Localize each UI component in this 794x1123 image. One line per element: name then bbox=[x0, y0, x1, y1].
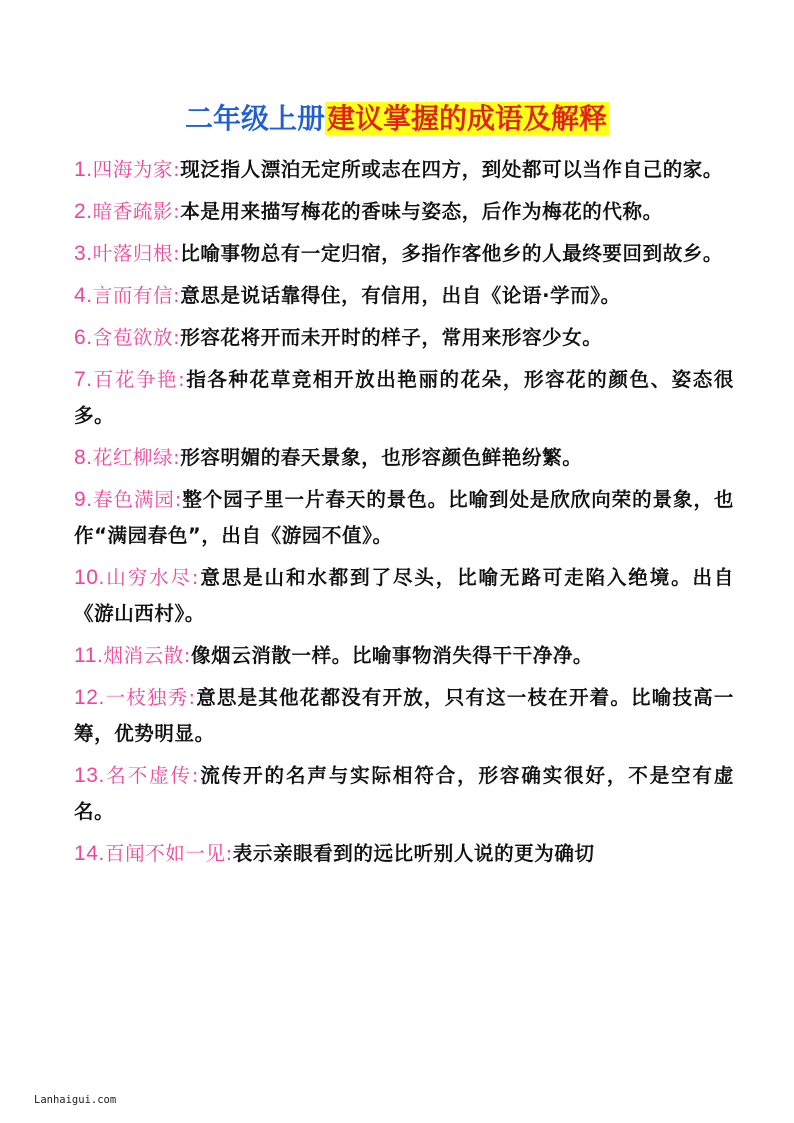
entry-definition: 比喻事物总有一定归宿，多指作客他乡的人最终要回到故乡。 bbox=[180, 242, 723, 265]
entry-number: 12. bbox=[74, 686, 105, 709]
entry-number: 8. bbox=[74, 446, 93, 469]
entry-term: 春色满园 bbox=[92, 488, 175, 511]
entry-definition: 意思是其他花都没有开放，只有这一枝在开着。比喻技高一筹，优势明显。 bbox=[74, 686, 734, 745]
entry-term: 叶落归根 bbox=[92, 242, 174, 265]
entry-term: 烟消云散 bbox=[103, 644, 184, 667]
entry-colon: : bbox=[173, 200, 181, 223]
entry-definition: 形容明媚的春天景象，也形容颜色鲜艳纷繁。 bbox=[180, 446, 583, 469]
entry-definition: 流传开的名声与实际相符合，形容确实很好，不是空有虚名。 bbox=[74, 764, 734, 823]
entry-definition: 像烟云消散一样。比喻事物消失得干干净净。 bbox=[191, 644, 594, 667]
entry-definition: 现泛指人漂泊无定所或志在四方，到处都可以当作自己的家。 bbox=[180, 158, 723, 181]
entry-colon: : bbox=[173, 446, 181, 469]
entry-definition: 指各种花草竞相开放出艳丽的花朵，形容花的颜色、姿态很多。 bbox=[74, 368, 734, 427]
entry-definition: 意思是山和水都到了尽头，比喻无路可走陷入绝境。出自《游山西村》。 bbox=[74, 566, 734, 625]
idiom-entry bbox=[74, 194, 734, 230]
entry-term: 暗香疏影 bbox=[92, 200, 174, 223]
entry-term: 一枝独秀 bbox=[105, 686, 189, 709]
idiom-entry bbox=[74, 638, 734, 674]
entry-number: 4. bbox=[74, 284, 93, 307]
idiom-entry bbox=[74, 482, 734, 554]
entry-colon: : bbox=[183, 644, 192, 667]
entry-colon: : bbox=[178, 368, 186, 391]
entry-number: 11. bbox=[74, 644, 104, 667]
idiom-entry bbox=[74, 236, 734, 272]
entry-term: 花红柳绿 bbox=[92, 446, 174, 469]
entry-number: 14. bbox=[74, 842, 105, 865]
idiom-entry bbox=[74, 440, 734, 476]
entry-definition: 本是用来描写梅花的香味与姿态，后作为梅花的代称。 bbox=[180, 200, 663, 223]
idiom-entry bbox=[74, 680, 734, 752]
entry-colon: : bbox=[191, 566, 200, 589]
idiom-entry bbox=[74, 278, 734, 314]
entry-definition: 形容花将开而未开时的样子，常用来形容少女。 bbox=[180, 326, 603, 349]
entry-definition: 意思是说话靠得住，有信用，出自《论语·学而》。 bbox=[180, 284, 621, 307]
entry-term: 四海为家 bbox=[92, 158, 174, 181]
entry-colon: : bbox=[191, 764, 200, 787]
entry-colon: : bbox=[173, 158, 181, 181]
entry-term: 名不虚传 bbox=[105, 764, 192, 787]
entry-colon: : bbox=[173, 242, 181, 265]
entry-number: 10. bbox=[74, 566, 105, 589]
entry-number: 13. bbox=[74, 764, 105, 787]
entry-number: 1. bbox=[74, 158, 93, 181]
title-topic-highlighted: 建议掌握的成语及解释 bbox=[327, 102, 608, 135]
entry-term: 言而有信 bbox=[92, 284, 174, 307]
entry-colon: : bbox=[173, 326, 181, 349]
entry-colon: : bbox=[188, 686, 196, 709]
idiom-entry bbox=[74, 560, 734, 632]
idiom-entry bbox=[74, 758, 734, 830]
entry-term: 百花争艳 bbox=[92, 368, 179, 391]
entry-definition: 整个园子里一片春天的景色。比喻到处是欣欣向荣的景象，也作“满园春色”，出自《游园不值》。 bbox=[74, 488, 734, 547]
idiom-entry bbox=[74, 836, 734, 872]
footer-watermark: Lanhaigui.com bbox=[34, 1094, 117, 1106]
page-title bbox=[0, 99, 794, 139]
entry-number: 2. bbox=[74, 200, 93, 223]
entry-number: 7. bbox=[74, 368, 93, 391]
idiom-entry bbox=[74, 320, 734, 356]
entry-term: 含苞欲放 bbox=[92, 326, 174, 349]
entry-colon: : bbox=[174, 488, 183, 511]
entry-number: 6. bbox=[74, 326, 93, 349]
entry-colon: : bbox=[225, 842, 233, 865]
entry-number: 9. bbox=[74, 488, 93, 511]
idiom-list bbox=[74, 152, 734, 878]
title-grade: 二年级上册 bbox=[184, 102, 325, 135]
entry-term: 百闻不如一见 bbox=[105, 842, 226, 865]
entry-number: 3. bbox=[74, 242, 93, 265]
idiom-entry bbox=[74, 362, 734, 434]
entry-colon: : bbox=[173, 284, 181, 307]
idiom-entry bbox=[74, 152, 734, 188]
entry-definition: 表示亲眼看到的远比听别人说的更为确切 bbox=[232, 842, 595, 865]
entry-term: 山穷水尽 bbox=[105, 566, 192, 589]
